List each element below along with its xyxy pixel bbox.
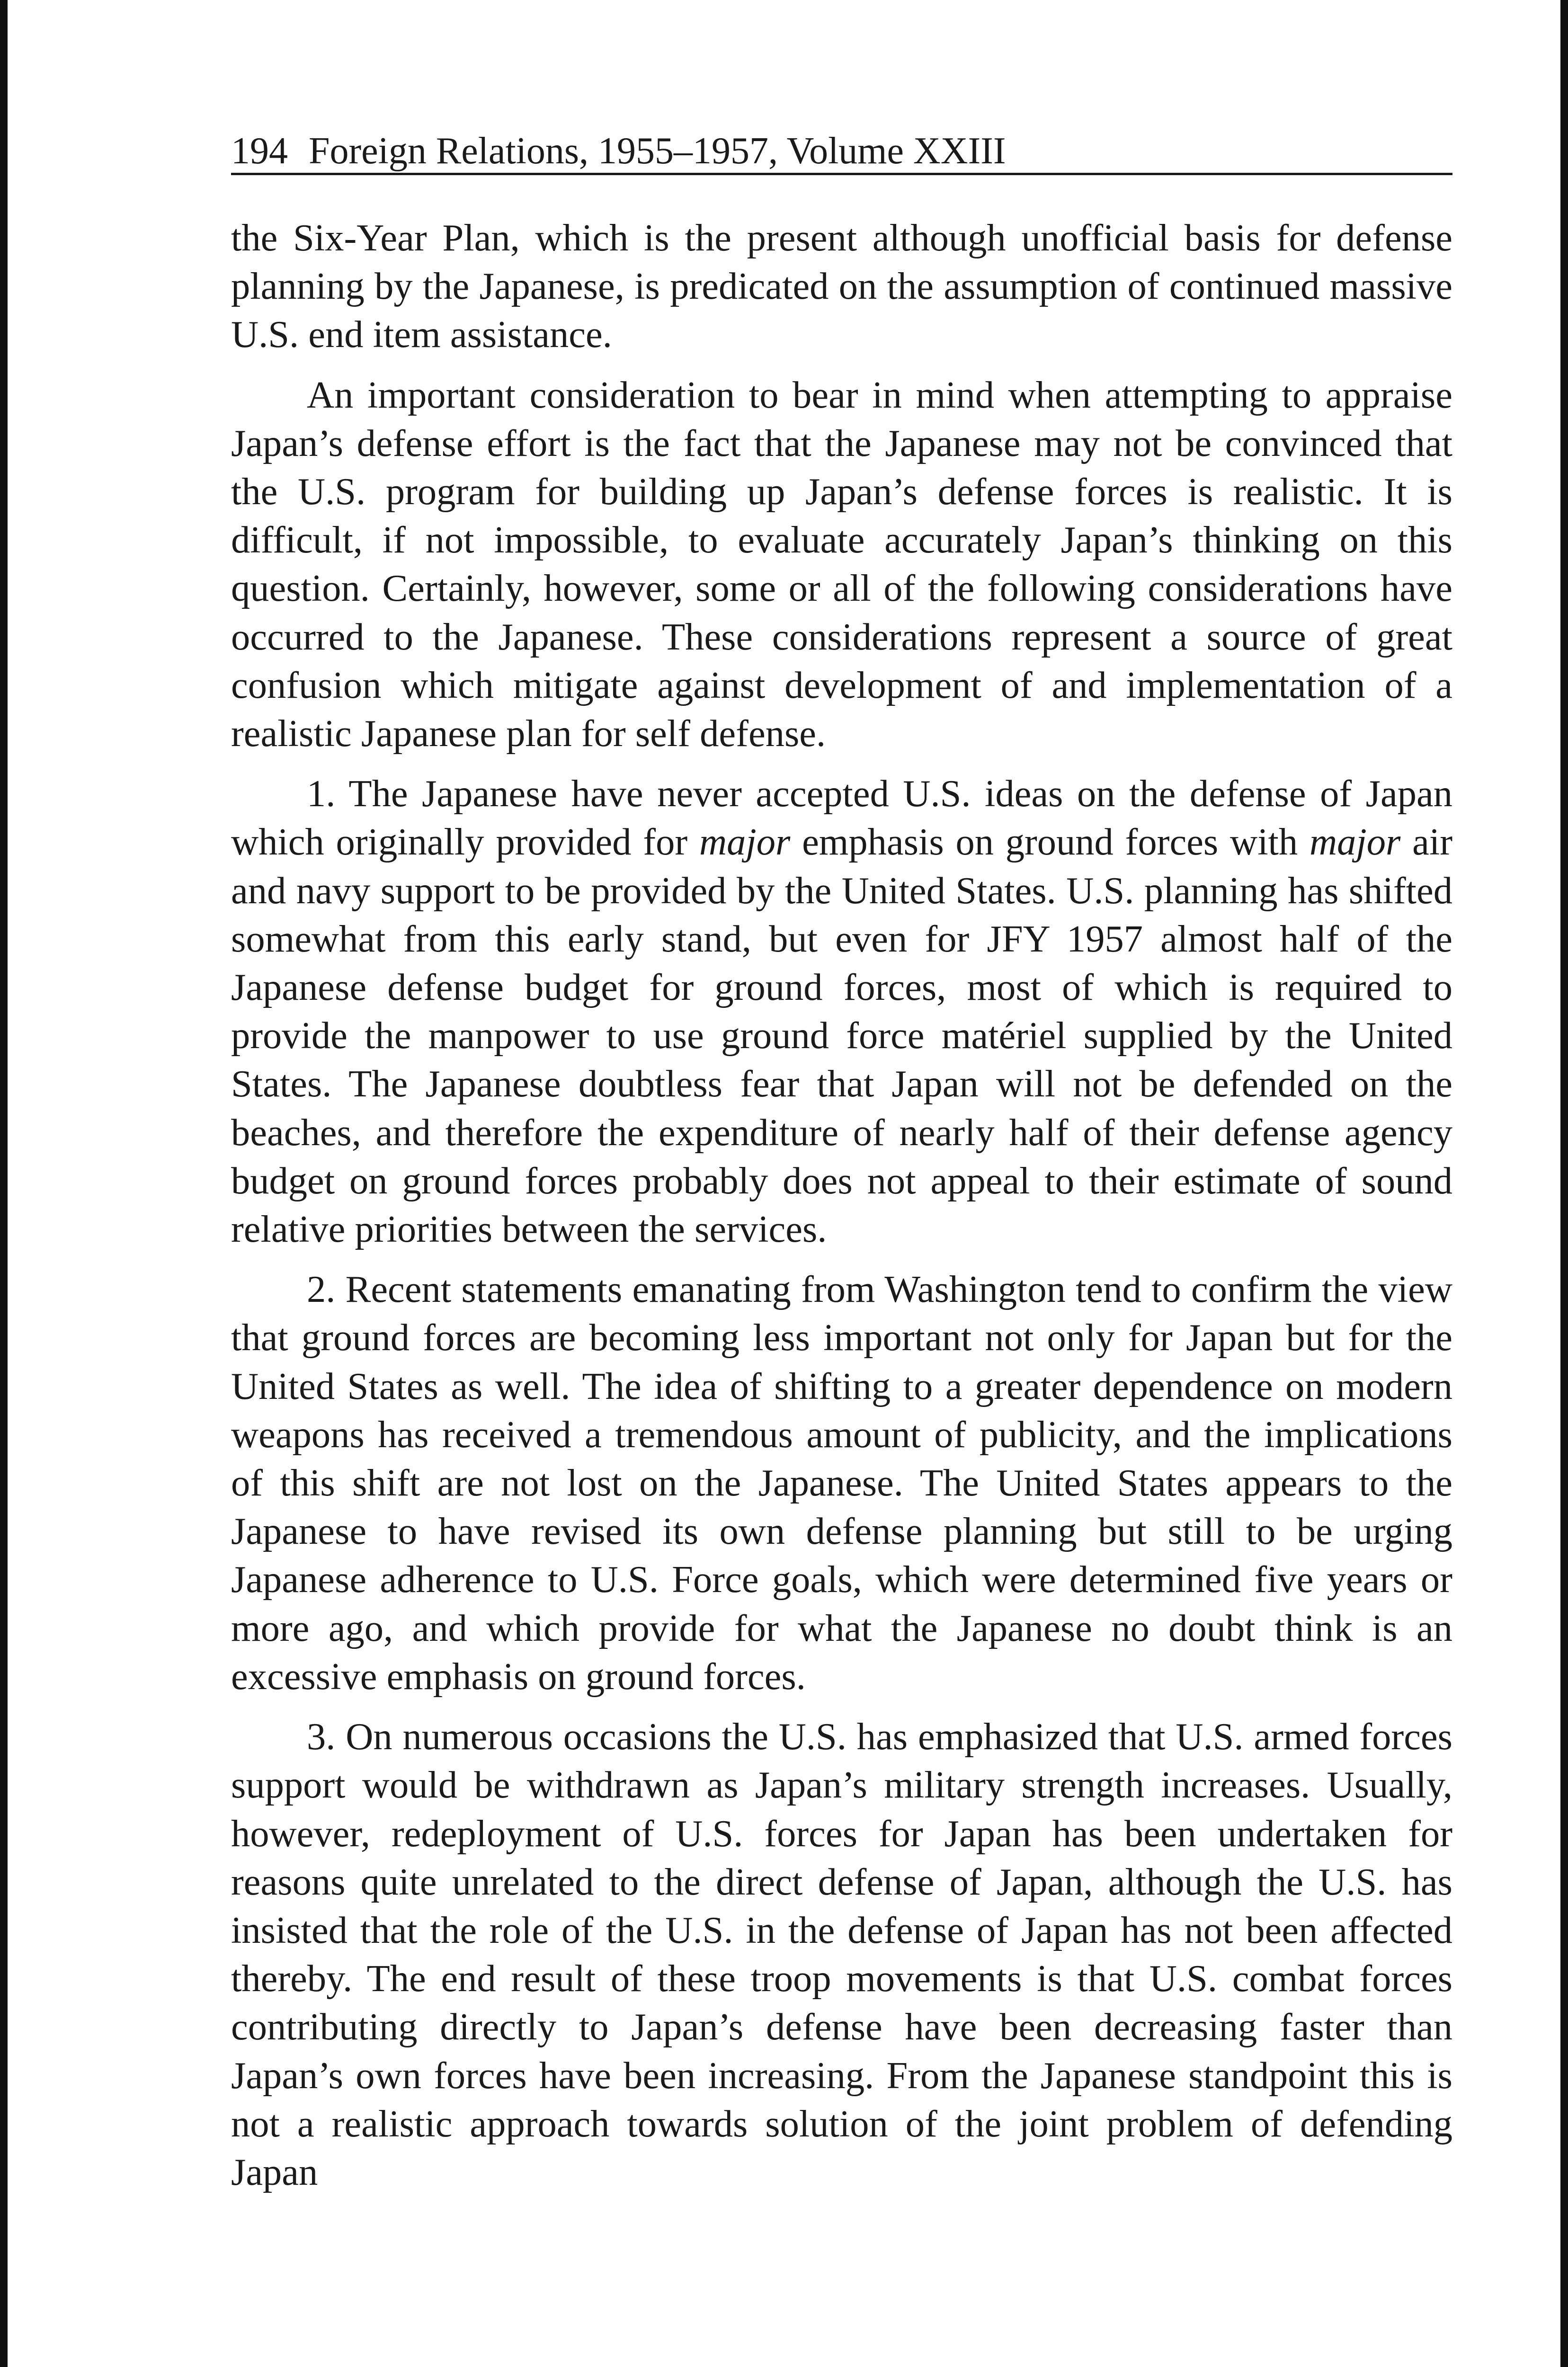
paragraph-text: 2. Recent statements emanating from Washington tend to confirm the view that ground forces are becoming less important not only for Japan but for the United States as well. The idea of shifting to a greater dependence on modern weapons has received a tremendous amount of publicity, and the implications of this shift are not lost on the Japanese. The United States appears to the Japanese to have revised its own defense planning but still to be urging Japanese adherence to U.S. Force goals, which were determined five years or more ago, and which provide for what the Japanese no doubt think is an excessive emphasis on ground forces. xyxy=(231,1268,1452,1698)
paragraph-text: 3. On numerous occasions the U.S. has emphasized that U.S. armed forces support would be withdrawn as Japan’s military strength increases. Usually, however, redeployment of U.S. forces for Japan has been undertaken for reasons quite unrelated to the direct defense of Japan, although the U.S. has insisted that the role of the U.S. in the defense of Japan has not been affected thereby. The end result of these troop movements is that U.S. combat forces contributing directly to Japan’s defense have been decreasing faster than Japan’s own forces have been increasing. From the Japanese standpoint this is not a realistic approach towards solution of the joint problem of defending Japan xyxy=(231,1716,1452,2193)
running-title: Foreign Relations, 1955–1957, Volume XXIII xyxy=(309,130,1006,172)
paragraph-continuation xyxy=(231,214,1452,359)
emphasis-text: major xyxy=(1309,821,1401,863)
paragraph-point-3 xyxy=(231,1713,1452,2197)
paragraph-text: 1. The Japanese have never accepted U.S. ideas on the defense of Japan which originally provided for xyxy=(231,773,1452,863)
paragraph-text: air and navy support to be provided by the United States. U.S. planning has shifted somewhat from this early stand, but even for JFY 1957 almost half of the Japanese defense budget for ground forces, most of which is required to provide the manpower to use ground force matériel supplied by the United States. The Japanese doubtless fear that Japan will not be defended on the beaches, and therefore the expenditure of nearly half of their defense agency budget on ground forces probably does not appeal to their estimate of sound relative priorities between the services. xyxy=(231,821,1452,1251)
paragraph-text: the Six-Year Plan, which is the present although unofficial basis for defense planning by the Japanese, is predicated on the assumption of continued massive U.S. end item assistance. xyxy=(231,217,1452,356)
paragraph-consideration-intro xyxy=(231,371,1452,758)
paragraph-text: emphasis on ground forces with xyxy=(790,821,1310,863)
paragraph-text: An important consideration to bear in mind when attempting to appraise Japan’s defense effort is the fact that the Japanese may not be convinced that the U.S. program for building up Japan’s defense forces is realistic. It is difficult, if not impossible, to evaluate accurately Japan’s thinking on this question. Certainly, however, some or all of the following considerations have occurred to the Japanese. These considerations represent a source of great confusion which mitigate against development of and implementation of a realistic Japanese plan for self defense. xyxy=(231,374,1452,755)
running-header xyxy=(231,118,1452,175)
running-header-text xyxy=(231,132,1006,170)
page-edge-right xyxy=(1560,0,1568,2367)
emphasis-text: major xyxy=(699,821,791,863)
paragraph-point-2 xyxy=(231,1265,1452,1701)
page-edge-left xyxy=(0,0,8,2367)
document-body xyxy=(231,214,1452,2208)
page-number: 194 xyxy=(231,130,288,172)
paragraph-point-1 xyxy=(231,770,1452,1254)
